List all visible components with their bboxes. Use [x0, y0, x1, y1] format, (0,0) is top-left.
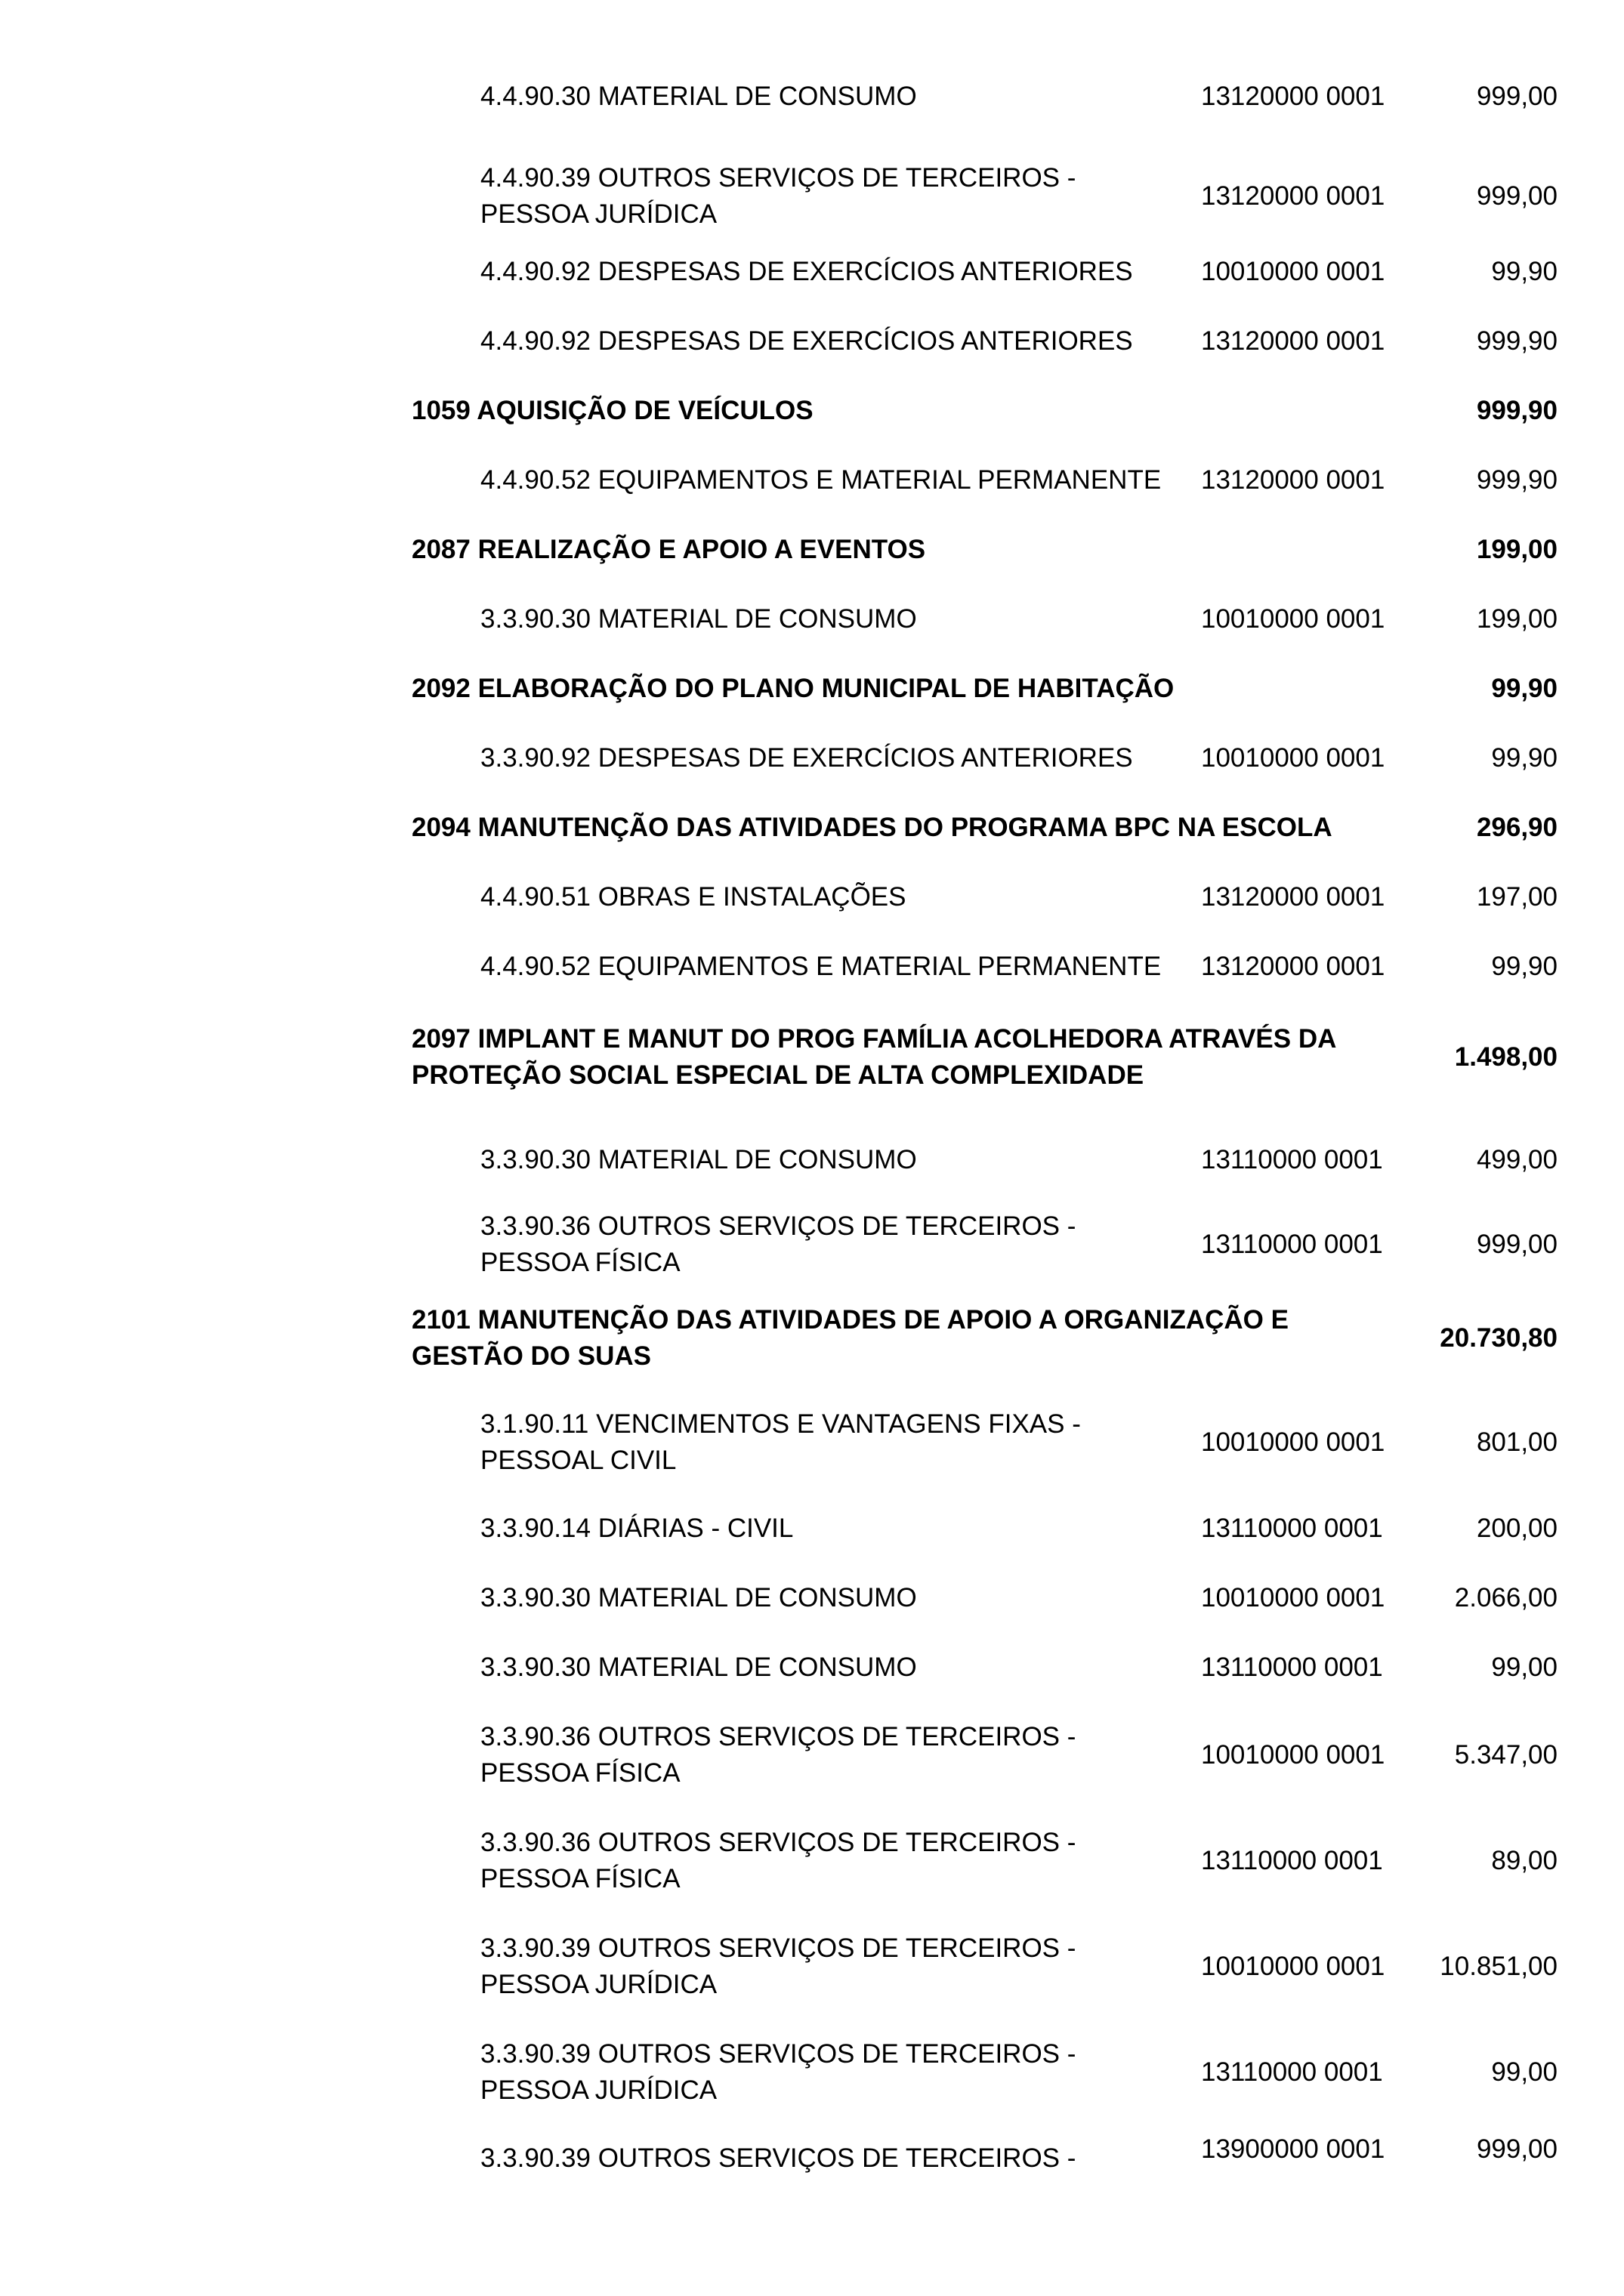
item-value: 999,00: [1476, 1230, 1558, 1259]
description-line: 3.3.90.39 OUTROS SERVIÇOS DE TERCEIROS -: [480, 2143, 1076, 2173]
description-line: 2094 MANUTENÇÃO DAS ATIVIDADES DO PROGRAMA BPC NA ESCOLA: [412, 813, 1332, 842]
expense-description: [480, 160, 1206, 233]
item-value: 99,00: [1491, 2057, 1558, 2087]
funding-source: 13120000 0001: [1201, 465, 1385, 495]
funding-source: 10010000 0001: [1201, 1427, 1385, 1457]
expense-description: [480, 462, 1206, 498]
funding-source: 10010000 0001: [1201, 1952, 1385, 1981]
description-line: 3.3.90.36 OUTROS SERVIÇOS DE TERCEIROS -: [480, 1211, 1076, 1241]
description-line: PESSOA JURÍDICA: [480, 1970, 718, 1999]
action-title: [412, 1302, 1394, 1375]
expense-description: [480, 601, 1206, 637]
description-line: 3.3.90.92 DESPESAS DE EXERCÍCIOS ANTERIORES: [480, 743, 1133, 773]
description-line: 3.3.90.36 OUTROS SERVIÇOS DE TERCEIROS -: [480, 1722, 1076, 1751]
description-line: 4.4.90.51 OBRAS E INSTALAÇÕES: [480, 882, 906, 912]
group-total-value: 296,90: [1476, 813, 1558, 842]
description-line: PESSOAL CIVIL: [480, 1446, 677, 1475]
description-line: 4.4.90.92 DESPESAS DE EXERCÍCIOS ANTERIORES: [480, 326, 1133, 356]
expense-description: [480, 1825, 1206, 1897]
funding-source: 13120000 0001: [1201, 181, 1385, 211]
funding-source: 13110000 0001: [1201, 2057, 1383, 2087]
funding-source: 13900000 0001: [1201, 2134, 1385, 2164]
description-line: 4.4.90.30 MATERIAL DE CONSUMO: [480, 82, 917, 111]
description-line: 2097 IMPLANT E MANUT DO PROG FAMÍLIA ACOLHEDORA ATRAVÉS DA: [412, 1024, 1337, 1054]
group-total-value: 99,90: [1491, 674, 1558, 703]
item-value: 801,00: [1476, 1427, 1558, 1457]
action-title: [412, 810, 1394, 846]
item-value: 197,00: [1476, 882, 1558, 912]
funding-source: 10010000 0001: [1201, 1583, 1385, 1612]
description-line: PESSOA FÍSICA: [480, 1758, 681, 1788]
description-line: 1059 AQUISIÇÃO DE VEÍCULOS: [412, 396, 814, 425]
description-line: 2101 MANUTENÇÃO DAS ATIVIDADES DE APOIO A ORGANIZAÇÃO E: [412, 1305, 1289, 1335]
expense-description: [480, 79, 1206, 115]
description-line: PESSOA JURÍDICA: [480, 2075, 718, 2105]
item-value: 999,90: [1476, 465, 1558, 495]
item-value: 2.066,00: [1454, 1583, 1558, 1612]
expense-description: [480, 1511, 1206, 1547]
item-value: 999,90: [1476, 326, 1558, 356]
expense-description: [480, 949, 1206, 985]
description-line: PESSOA JURÍDICA: [480, 199, 718, 229]
expense-description: [480, 879, 1206, 915]
funding-source: 13120000 0001: [1201, 952, 1385, 981]
description-line: 4.4.90.92 DESPESAS DE EXERCÍCIOS ANTERIORES: [480, 257, 1133, 286]
expense-description: [480, 1142, 1206, 1178]
item-value: 10.851,00: [1440, 1952, 1558, 1981]
funding-source: 10010000 0001: [1201, 604, 1385, 634]
group-total-value: 199,00: [1476, 535, 1558, 564]
funding-source: 13120000 0001: [1201, 882, 1385, 912]
description-line: 3.3.90.30 MATERIAL DE CONSUMO: [480, 1145, 917, 1174]
group-total-value: 20.730,80: [1440, 1323, 1558, 1353]
description-line: 3.3.90.14 DIÁRIAS - CIVIL: [480, 1514, 794, 1543]
description-line: PROTEÇÃO SOCIAL ESPECIAL DE ALTA COMPLEXIDADE: [412, 1060, 1144, 1090]
item-value: 99,90: [1491, 743, 1558, 773]
funding-source: 13120000 0001: [1201, 326, 1385, 356]
expense-description: [480, 1208, 1206, 1281]
item-value: 5.347,00: [1454, 1740, 1558, 1770]
item-value: 999,00: [1476, 181, 1558, 211]
expense-description: [480, 2140, 1206, 2177]
item-value: 999,00: [1476, 2134, 1558, 2164]
action-title: [412, 532, 1394, 568]
action-title: [412, 393, 1394, 429]
item-value: 499,00: [1476, 1145, 1558, 1174]
group-total-value: 1.498,00: [1454, 1042, 1558, 1072]
expense-description: [480, 323, 1206, 360]
item-value: 99,90: [1491, 952, 1558, 981]
description-line: 3.3.90.30 MATERIAL DE CONSUMO: [480, 604, 917, 634]
funding-source: 13110000 0001: [1201, 1653, 1383, 1682]
funding-source: 13110000 0001: [1201, 1846, 1383, 1875]
description-line: 3.3.90.30 MATERIAL DE CONSUMO: [480, 1583, 917, 1612]
action-title: [412, 671, 1394, 707]
group-total-value: 999,90: [1476, 396, 1558, 425]
expense-description: [480, 740, 1206, 776]
item-value: 99,00: [1491, 1653, 1558, 1682]
description-line: 4.4.90.52 EQUIPAMENTOS E MATERIAL PERMANENTE: [480, 465, 1162, 495]
funding-source: 10010000 0001: [1201, 1740, 1385, 1770]
expense-description: [480, 1719, 1206, 1791]
item-value: 999,00: [1476, 82, 1558, 111]
expense-description: [480, 1580, 1206, 1616]
expense-description: [480, 254, 1206, 290]
funding-source: 13120000 0001: [1201, 82, 1385, 111]
funding-source: 10010000 0001: [1201, 257, 1385, 286]
description-line: 3.1.90.11 VENCIMENTOS E VANTAGENS FIXAS -: [480, 1409, 1081, 1439]
expense-description: [480, 1930, 1206, 2003]
expense-description: [480, 1406, 1206, 1479]
description-line: 3.3.90.30 MATERIAL DE CONSUMO: [480, 1653, 917, 1682]
funding-source: 13110000 0001: [1201, 1514, 1383, 1543]
expense-description: [480, 1649, 1206, 1686]
description-line: GESTÃO DO SUAS: [412, 1341, 651, 1371]
funding-source: 13110000 0001: [1201, 1230, 1383, 1259]
description-line: 3.3.90.39 OUTROS SERVIÇOS DE TERCEIROS -: [480, 1933, 1076, 1963]
funding-source: 13110000 0001: [1201, 1145, 1383, 1174]
item-value: 99,90: [1491, 257, 1558, 286]
item-value: 199,00: [1476, 604, 1558, 634]
item-value: 89,00: [1491, 1846, 1558, 1875]
description-line: 4.4.90.52 EQUIPAMENTOS E MATERIAL PERMANENTE: [480, 952, 1162, 981]
action-title: [412, 1021, 1394, 1094]
description-line: 3.3.90.36 OUTROS SERVIÇOS DE TERCEIROS -: [480, 1828, 1076, 1857]
funding-source: 10010000 0001: [1201, 743, 1385, 773]
description-line: PESSOA FÍSICA: [480, 1864, 681, 1893]
description-line: 2087 REALIZAÇÃO E APOIO A EVENTOS: [412, 535, 926, 564]
expense-description: [480, 2036, 1206, 2109]
item-value: 200,00: [1476, 1514, 1558, 1543]
description-line: 4.4.90.39 OUTROS SERVIÇOS DE TERCEIROS -: [480, 163, 1076, 193]
description-line: PESSOA FÍSICA: [480, 1248, 681, 1277]
description-line: 3.3.90.39 OUTROS SERVIÇOS DE TERCEIROS -: [480, 2039, 1076, 2069]
description-line: 2092 ELABORAÇÃO DO PLANO MUNICIPAL DE HABITAÇÃO: [412, 674, 1175, 703]
